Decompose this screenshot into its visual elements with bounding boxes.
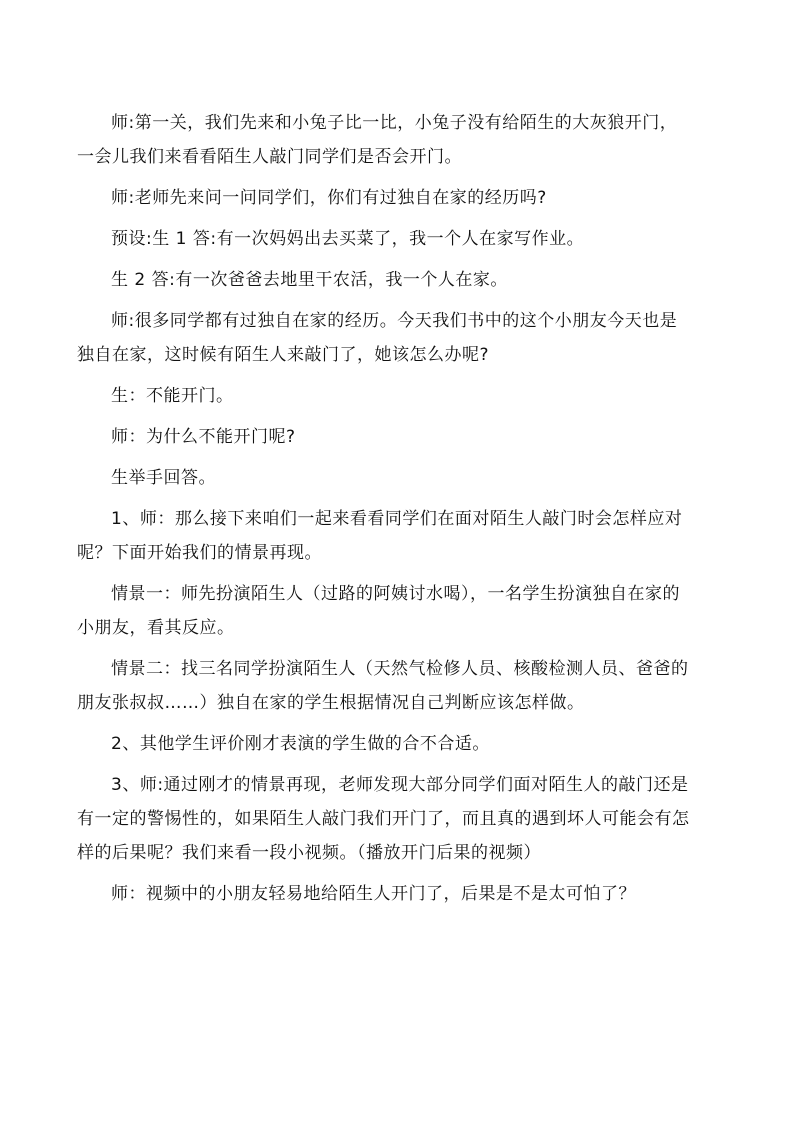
paragraph-3 [77, 222, 717, 256]
paragraph-line: 师:很多同学都有过独自在家的经历。今天我们书中的这个小朋友今天也是 [111, 311, 678, 331]
paragraph-line: 师：为什么不能开门呢? [111, 427, 296, 447]
paragraph-line: 2、其他学生评价刚才表演的学生做的合不合适。 [111, 734, 490, 754]
paragraph-line: 情景一：师先扮演陌生人（过路的阿姨讨水喝），一名学生扮演独自在家的 [111, 584, 680, 604]
paragraph-11 [77, 652, 717, 720]
paragraph-line: 生：不能开门。 [111, 386, 234, 406]
paragraph-13 [77, 768, 717, 870]
paragraph-line: 小朋友，看其反应。 [77, 618, 235, 638]
paragraph-line: 师：视频中的小朋友轻易地给陌生人开门了，后果是不是太可怕了？ [111, 884, 636, 904]
paragraph-4 [77, 263, 717, 297]
paragraph-line: 一会儿我们来看看陌生人敲门同学们是否会开门。 [77, 147, 462, 167]
paragraph-line: 预设:生 1 答:有一次妈妈出去买菜了，我一个人在家写作业。 [111, 229, 585, 249]
paragraph-line: 师:老师先来问一问同学们，你们有过独自在家的经历吗? [111, 188, 547, 208]
paragraph-line: 有一定的警惕性的，如果陌生人敲门我们开门了，而且真的遇到坏人可能会有怎 [77, 809, 690, 829]
document-body [77, 106, 717, 918]
paragraph-6 [77, 379, 717, 413]
paragraph-1 [77, 106, 717, 174]
paragraph-7 [77, 420, 717, 454]
paragraph-line: 师:第一关，我们先来和小兔子比一比，小兔子没有给陌生的大灰狼开门， [111, 113, 678, 133]
paragraph-2 [77, 181, 717, 215]
paragraph-line: 情景二：找三名同学扮演陌生人（天然气检修人员、核酸检测人员、爸爸的 [111, 659, 689, 679]
paragraph-line: 独自在家，这时候有陌生人来敲门了，她该怎么办呢? [77, 345, 490, 365]
paragraph-5 [77, 304, 717, 372]
paragraph-10 [77, 577, 717, 645]
paragraph-8 [77, 461, 717, 495]
paragraph-line: 呢？下面开始我们的情景再现。 [77, 543, 322, 563]
paragraph-line: 朋友张叔叔……）独自在家的学生根据情况自己判断应该怎样做。 [77, 693, 585, 713]
paragraph-12 [77, 727, 717, 761]
paragraph-line: 生 2 答:有一次爸爸去地里干农活，我一个人在家。 [111, 270, 508, 290]
paragraph-line: 生举手回答。 [111, 468, 216, 488]
paragraph-9 [77, 502, 717, 570]
paragraph-line: 样的后果呢？我们来看一段小视频。（播放开门后果的视频） [77, 843, 541, 863]
paragraph-line: 1、师：那么接下来咱们一起来看看同学们在面对陌生人敲门时会怎样应对 [111, 509, 683, 529]
paragraph-14 [77, 877, 717, 911]
paragraph-line: 3、师:通过刚才的情景再现，老师发现大部分同学们面对陌生人的敲门还是 [111, 775, 689, 795]
